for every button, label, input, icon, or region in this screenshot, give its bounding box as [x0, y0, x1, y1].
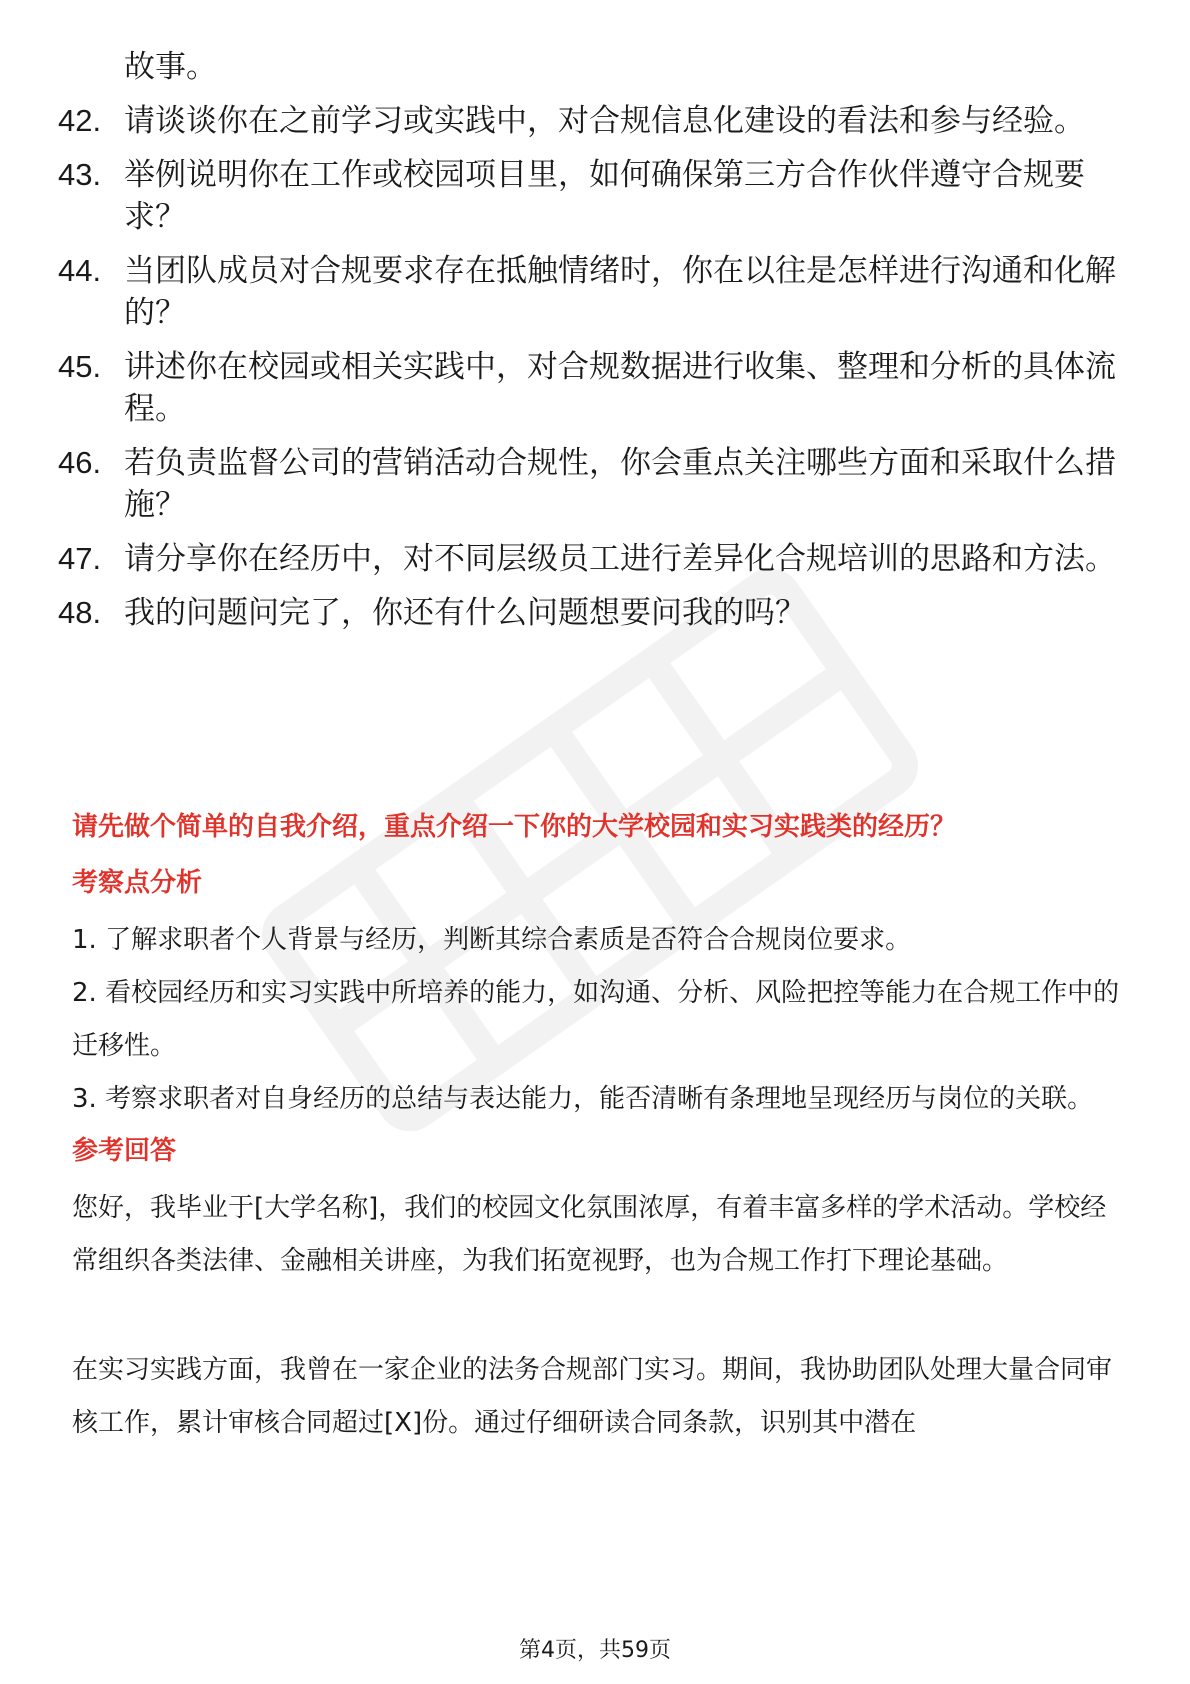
question-number: 48. — [58, 595, 102, 630]
question-item-42 — [58, 100, 1118, 142]
reference-paragraph: 在实习实践方面，我曾在一家企业的法务合规部门实习。期间，我协助团队处理大量合同审核工作，累计审核合同超过[X]份。通过仔细研读合同条款，识别其中潜在 — [72, 1355, 1113, 1438]
analysis-point: 1. 了解求职者个人背景与经历，判断其综合素质是否符合合规岗位要求。 — [72, 925, 912, 955]
page-number-footer: 第4页，共59页 — [519, 1638, 671, 1663]
question-item-45 — [58, 346, 1118, 430]
question-text: 举例说明你在工作或校园项目里，如何确保第三方合作伙伴遵守合规要求？ — [124, 157, 1085, 235]
question-text: 讲述你在校园或相关实践中，对合规数据进行收集、整理和分析的具体流程。 — [124, 349, 1116, 427]
answer-question-title: 请先做个简单的自我介绍，重点介绍一下你的大学校园和实习实践类的经历？ — [72, 812, 957, 842]
question-item-46 — [58, 442, 1118, 526]
question-number: 45. — [58, 349, 102, 384]
question-text: 请分享你在经历中，对不同层级员工进行差异化合规培训的思路和方法。 — [124, 541, 1116, 577]
question-text: 当团队成员对合规要求存在抵触情绪时，你在以往是怎样进行沟通和化解的？ — [124, 253, 1116, 331]
reference-heading: 参考回答 — [72, 1136, 177, 1166]
question-number: 46. — [58, 445, 102, 480]
question-continuation: 故事。 — [124, 49, 217, 85]
analysis-point: 3. 考察求职者对自身经历的总结与表达能力，能否清晰有条理地呈现经历与岗位的关联。 — [72, 1084, 1094, 1114]
reference-paragraph: 您好，我毕业于[大学名称]，我们的校园文化氛围浓厚，有着丰富多样的学术活动。学校经常组织各类法律、金融相关讲座，为我们拓宽视野，也为合规工作打下理论基础。 — [72, 1193, 1107, 1276]
question-number: 47. — [58, 541, 102, 576]
question-text: 请谈谈你在之前学习或实践中，对合规信息化建设的看法和参与经验。 — [124, 103, 1085, 139]
question-text: 我的问题问完了，你还有什么问题想要问我的吗？ — [124, 595, 806, 631]
question-number: 43. — [58, 157, 102, 192]
question-number: 42. — [58, 103, 102, 138]
analysis-heading: 考察点分析 — [72, 868, 203, 898]
answer-section — [72, 810, 1122, 1450]
question-text: 若负责监督公司的营销活动合规性，你会重点关注哪些方面和采取什么措施？ — [124, 445, 1116, 523]
analysis-point: 2. 看校园经历和实习实践中所培养的能力，如沟通、分析、风险把控等能力在合规工作中的迁移性。 — [72, 978, 1120, 1061]
question-item-47 — [58, 538, 1118, 580]
question-number: 44. — [58, 253, 102, 288]
question-list — [58, 46, 1118, 646]
question-item-48 — [58, 592, 1118, 634]
question-item-43 — [58, 154, 1118, 238]
question-item-44 — [58, 250, 1118, 334]
